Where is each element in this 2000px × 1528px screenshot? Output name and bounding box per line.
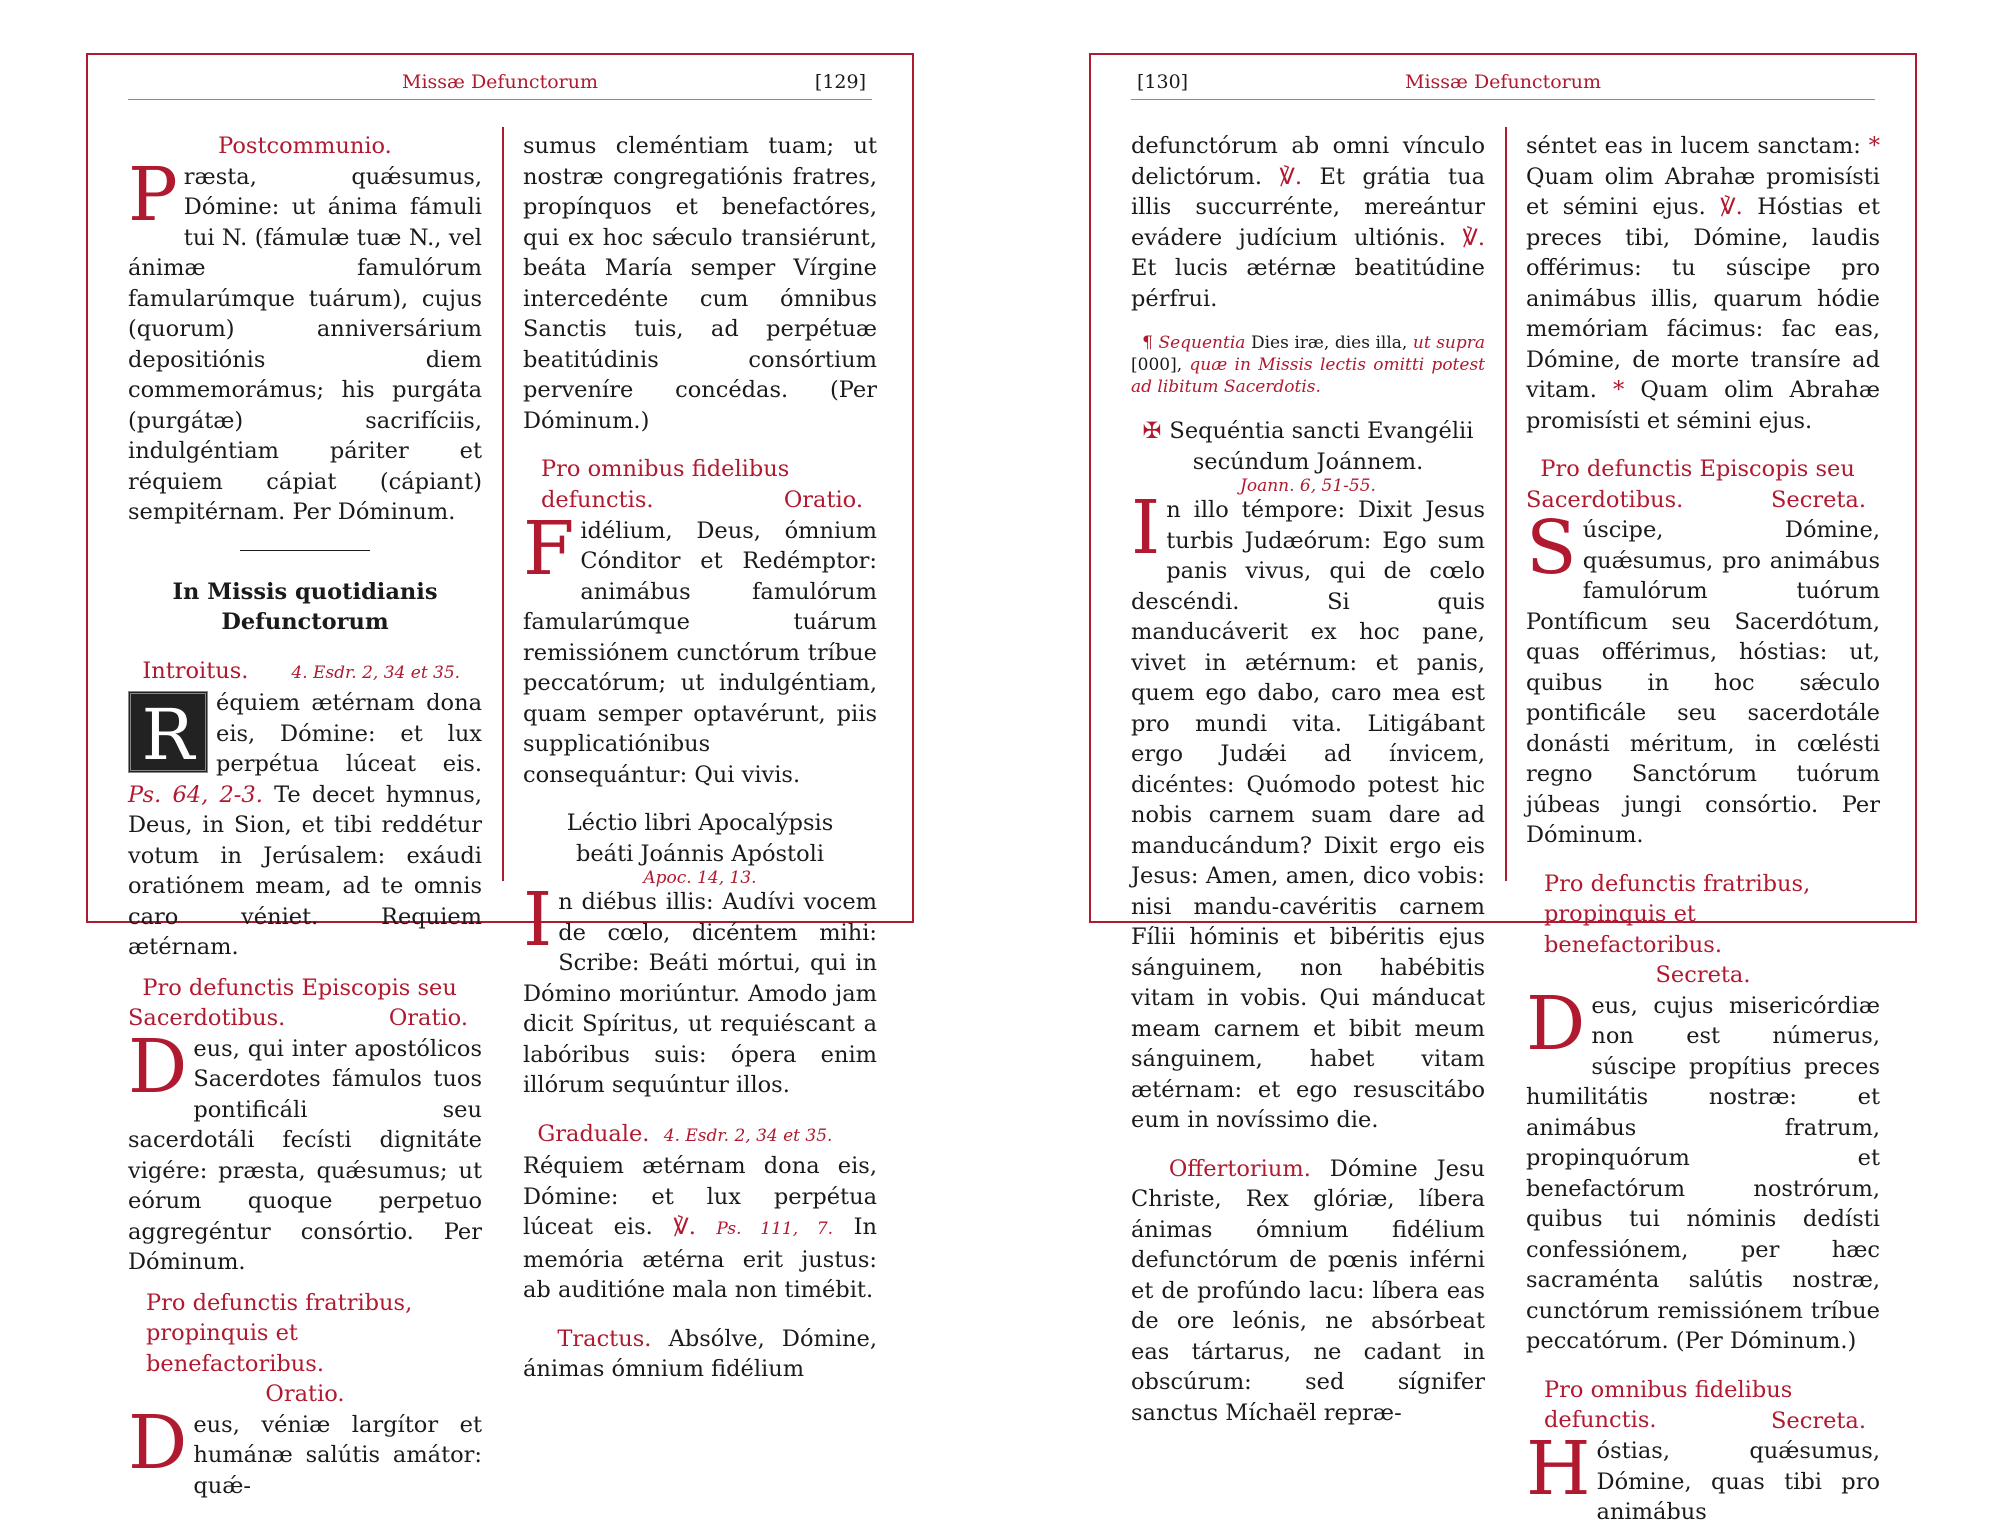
tractus-text: Tractus. Absólve, Dómine, ánimas ómnium fidélium: [523, 1325, 877, 1382]
spacer: [128, 963, 482, 973]
left-column: [1131, 131, 1486, 1426]
running-title: Missæ Defunctorum: [1405, 71, 1601, 93]
section-divider: [240, 550, 370, 551]
left-column: [128, 131, 482, 1499]
gospel-text: In illo témpore: Dixit Jesus turbis Judæórum: Ego sum panis vivus, qui de cœlo descéndi. Si quis manducáverit ex hoc pane, vivet in ætérnum: et panis, quem ego dabo, caro mea est pro mundi vita. Litigábant ergo Judǽi ad ínvicem, dicéntes: Quómodo potest hic nobis carnem suam dare ad manducándum? Dixit ergo eis Jesus: Amen, amen, dico vobis: nisi mandu-cavéritis carnem Fílii hóminis et bibéritis ejus sánguinem, non habébitis vitam in vobis. Qui mánducat meam carnem et bibit meum sánguinem, habet vitam ætérnam: et ego resuscitábo eum in novíssimo die.: [1131, 485, 1485, 1133]
column-divider: [1505, 127, 1507, 881]
drop-cap: F: [523, 505, 575, 592]
drop-cap: H: [1526, 1426, 1591, 1512]
fratribus-prayer: Deus, véniæ largítor et humánæ salútis amátor: quǽ-: [128, 1399, 482, 1499]
left-page: [86, 53, 914, 1499]
prayer-text: ræsta, quǽsumus, Dómine: ut ánima fámuli tui N. (fámulæ tuæ N., vel ánimæ famulórum famularúmque tuárum), cujus (quorum) anniversárium depositiónis diem commemorámus; his purgáta (purgátæ) sacrifíciis, indulgéntiam páriter et réquiem cápiat (cápiant) sempitérnam. Per Dóminum.: [128, 163, 482, 525]
secreta-label: Secreta.: [1770, 1407, 1866, 1434]
spacer: [1526, 851, 1880, 869]
spacer: [1131, 1136, 1485, 1154]
drop-cap: I: [1131, 485, 1161, 571]
episcopis-heading: Pro defunctis Episcopis seu: [142, 974, 457, 1001]
episcopis-heading-2: Sacerdotibus. Oratio.: [128, 1005, 468, 1031]
omnibus-heading: Pro omnibus fidelibus defunctis.: [541, 456, 790, 513]
running-head: [1131, 65, 1875, 100]
fratribus-heading: Pro defunctis fratribus, propinquis et benefactoribus.: [1544, 870, 1811, 958]
running-head: [128, 65, 872, 100]
spacer: [523, 1306, 877, 1324]
running-title: Missæ Defunctorum: [402, 71, 598, 93]
versicle-symbol: ℣.: [1279, 163, 1303, 190]
versicle-symbol: ℣.: [1720, 194, 1743, 220]
postcommunio-heading: Postcommunio.: [218, 133, 392, 159]
right-page: [1089, 53, 1917, 1525]
right-column: [523, 131, 877, 1382]
oratio-label: Oratio.: [265, 1381, 345, 1407]
secreta-label: Secreta.: [1655, 962, 1751, 988]
scripture-ref: Ps. 64, 2-3.: [128, 781, 263, 808]
spacer: [128, 638, 482, 656]
spacer: [128, 1278, 482, 1288]
column-divider: [502, 127, 504, 881]
omnibus-prayer: Hóstias, quǽsumus, Dómine, quas tibi pro animábus: [1526, 1426, 1880, 1525]
spacer: [1131, 398, 1485, 416]
spacer: [1526, 1357, 1880, 1375]
postcommunio-prayer: [128, 151, 482, 528]
introitus-text: R équiem ætérnam dona eis, Dómine: et lux perpétua lúceat eis. Ps. 64, 2-3. Te decet hymnus, Deus, in Sion, et tibi reddétur votum in Jerúsalem: exáudi oratiónem meam, ad te omnis caro véniet. Requiem ætérnam.: [128, 690, 482, 960]
episcopis-prayer: Deus, qui inter apostólicos Sacerdotes fámulos tuos pontificáli seu sacerdotáli fecísti dignitáte vigére: præsta, quǽsumus; ut eórum quoque perpetuo aggregéntur consórtio. Per Dóminum.: [128, 1023, 482, 1275]
spacer: [523, 1101, 877, 1119]
right-column: [1526, 131, 1881, 1525]
spacer: [1526, 436, 1880, 454]
rubric-note: ¶ Sequentia Dies iræ, dies illa, ut supra [000], quæ in Missis lectis omitti potest ad libitum Sacerdotis.: [1131, 333, 1486, 397]
continued-prayer: sumus cleméntiam tuam; ut nostræ congregatiónis fratres, propínquos et benefactóres, qui ex hoc sǽculo transiérunt, beáta María semper Vírgine intercedénte cum ómnibus Sanctis tuis, ad perpétuæ beatitúdinis consórtium perveníre concédas. (Per Dóminum.): [523, 133, 877, 434]
versicle-symbol: ℣.: [1462, 224, 1485, 251]
lectio-title: Léctio libri Apocalýpsis: [566, 810, 834, 836]
cross-icon: ✠: [1142, 418, 1162, 444]
fratribus-heading: Pro defunctis fratribus, propinquis et benefactoribus.: [146, 1289, 413, 1377]
versicle-symbol: ℣.: [673, 1214, 696, 1240]
fratribus-prayer: Deus, cujus misericórdiæ non est númerus, súscipe propítius preces humilitátis nostræ: et animábus fratrum, propinquórum et benefactórum nostrórum, quibus tui nóminis dedísti confessiónem, per hæc sacraménta salútis nostræ, cunctórum remissiónem tríbue peccatórum. (Per Dóminum.): [1526, 980, 1880, 1354]
spacer: [523, 790, 877, 808]
section-title: Defunctorum: [221, 609, 389, 635]
drop-cap: D: [128, 1399, 188, 1486]
continued-prayer: séntet eas in lucem sanctam: * Quam olim Abrahæ promisísti et sémini ejus. ℣. Hóstias et preces tibi, Dómine, laudis offérimus: tu súscipe pro animábus illis, quarum hódie memóriam fácimus: fac eas, Dómine, de morte transíre ad vitam. * Quam olim Abrahæ promisísti et sémini ejus.: [1526, 133, 1881, 434]
ornate-initial: R: [128, 691, 208, 773]
drop-cap: I: [523, 877, 553, 963]
episcopis-heading: Pro defunctis Episcopis seu: [1540, 456, 1855, 482]
omnibus-prayer: Fidélium, Deus, ómnium Cónditor et Redémptor: animábus famulórum famularúmque tuárum remissiónem cunctórum tríbue peccatórum; ut indulgéntiam, quam semper optavérunt, piis supplicatiónibus consequántur: Qui vivis.: [523, 505, 877, 788]
scripture-ref: Joann. 6, 51-55.: [1240, 476, 1376, 496]
drop-cap: S: [1526, 505, 1577, 591]
drop-cap: P: [128, 151, 178, 238]
scripture-ref: Apoc. 14, 13.: [643, 868, 757, 888]
spacer: [523, 436, 877, 454]
episcopis-prayer: Súscipe, Dómine, quǽsumus, pro animábus famulórum tuórum Pontíficum seu Sacerdótum, quas offérimus, hóstias: ut, quibus in hoc sǽculo pontificále seu sacerdotále donásti méritum, in cœlésti regno Sanctórum tuórum júbeas jungi consórtio. Per Dóminum.: [1526, 505, 1880, 848]
drop-cap: D: [1526, 980, 1586, 1067]
page-number: [130]: [1137, 71, 1189, 93]
section-title: In Missis quotidianis: [172, 578, 438, 605]
graduale-heading: Graduale. 4. Esdr. 2, 34 et 35.: [537, 1120, 833, 1147]
gospel-title: secúndum Joánnem.: [1192, 448, 1424, 475]
gospel-title: ✠ Sequéntia sancti Evangélii: [1142, 418, 1474, 444]
offertorium-text: Offertorium. Dómine Jesu Christe, Rex glóriæ, líbera ánimas ómnium fidélium defunctórum de pœnis inférni et de profúndo lacu: líbera eas de ore leónis, ne absórbeat eas tártarus, ne cadant in obscúrum: sed sígnifer sanctus Míchaël repræ-: [1131, 1155, 1485, 1426]
drop-cap: D: [128, 1023, 188, 1110]
episcopis-heading-2: Sacerdotibus. Secreta.: [1526, 486, 1866, 513]
page-number: [129]: [814, 71, 866, 93]
scripture-ref: 4. Esdr. 2, 34 et 35.: [291, 662, 461, 683]
graduale-text: Réquiem ætérnam dona eis, Dómine: et lux perpétua lúceat eis. ℣. Ps. 111, 7. In memória ætérna erit justus: ab auditióne mala non timébit.: [523, 1153, 877, 1303]
omnibus-heading: Pro omnibus fidelibus defunctis.: [1544, 1376, 1793, 1433]
continued-prayer: defunctórum ab omni vínculo delictórum. ℣. Et grátia tua illis succurrénte, mereántur evádere judícium ultiónis. ℣. Et lucis ætérnæ beatitúdine pérfrui.: [1131, 133, 1485, 312]
introitus-heading: Introitus. 4. Esdr. 2, 34 et 35.: [142, 657, 461, 684]
lectio-title: beáti Joánnis Apóstoli: [575, 840, 825, 867]
spacer: [1131, 314, 1485, 332]
oratio-label: Oratio.: [783, 487, 863, 513]
lectio-text: In diébus illis: Audívi vocem de cœlo, dicéntem mihi: Scribe: Beáti mórtui, qui in Dómino moriúntur. Amodo jam dicit Spíritus, ut requiéscant a labóribus suis: ópera enim illórum sequúntur illos.: [523, 877, 877, 1098]
